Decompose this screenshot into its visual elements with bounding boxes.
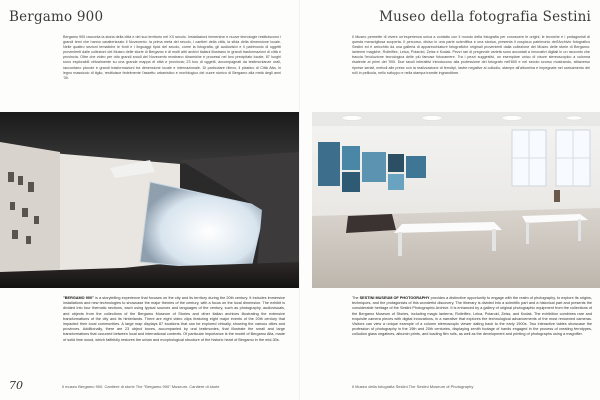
page-title-bergamo-900: Bergamo 900 xyxy=(9,9,104,25)
bergamo-900-exhibit-photo xyxy=(0,112,299,288)
english-body-paragraph: is a storytelling experience that focuses on the city and its territory during the 20th century. It includes immersive installations and new technologies to showcase the major themes of the century, with a focus on the local dimension. The exhibit is divided into four thematic sections, each using typical sources and languages of the century, such as photography, audiovisuals, and objects from the collections of the Bergamo Museum of Stories and other Italian archives illustrating the extensive transformations of the city and its hinterlands. There are eight video clips featuring eight major events of the 20th century that impacted their local communities. A large map displays 87 locations that can be explored virtually, showing the various cities and provinces. Additionally, there are 23 object boxes, accompanied by oral testimonies, that illustrate the small and large transformations that occurred between local and international contexts. Of particular importance is the model of Bergamo Alta, made of solid lime wood, which faithfully restores the urban and morphological structure of the historic heart of Bergamo in the mid-30s. xyxy=(63,296,285,342)
page-number: 70 xyxy=(9,379,23,392)
italian-body-text: Bergamo 900 racconta la storia della città e del suo territorio nel XX secolo. Installazioni immersive e nuove tecnologie restituiscono i grandi temi che hanno caratterizzato il Novecento: la prima metà del secolo, i cantieri della città, la sfida della dimensione locale. Nelle quattro sezioni tematiche le fonti e i linguaggi tipici del secolo, come la fotografia, gli audiovisivi e il patrimonio di oggetti provenienti dalle collezioni del Museo delle storie di Bergamo e di molti altri archivi italiani illustrano le grandi trasformazioni di città e provincia. Oltre che video per otto grandi snodi del Novecento mostrano dinamiche e processi nel loro precipitato locale; 87 luoghi sono esplorabili virtualmente su una grande mappa di città e provincia; 23 box di oggetti, accompagnati da testimonianze orali, raccontano piccole e grandi trasformazioni tra dimensione locale e internazionale. Di particolare rilievo, il plastico di Città Alta, in legno massiccio di tiglio, restituisce fedelmente l'assetto urbanistico e morfologico del cuore storico di Bergamo alla metà degli anni '30. xyxy=(63,35,281,80)
left-footer: Il museo Bergamo 900. Cantiere di storie The "Bergamo 900" Museum. Cantiere di storie xyxy=(62,384,220,389)
right-footer: Il Museo della fotografia Sestini The Sestini Museum of Photography xyxy=(352,384,474,389)
english-body-paragraph: The SESTINI MUSEUM OF PHOTOGRAPHY provides a distinctive opportunity to engage with the realm of photography, to explore its origins, techniques, and the protagonists of this wonderful discovery. The itinerary is divided into a scientific part and a historical part and presents the considerable heritage of the Sestini Photographic Archive. It is enhanced by a gallery of original photographic equipment from the collections of the Bergamo Museum of Stories, including magic lanterns, Rolleiflex, Leica, Polaroid, Zeiss, and Kodak. The exhibition combines rare and exquisite camera pieces with digital innovations, in a narrative that explores the technological advancements of the most renowned cameras. Visitors can view a unique example of a column stereoscopic viewer dating back to the early 1900s. Two interactive tables showcase the profession of photography in the 19th and 20th centuries, displaying zenith footage of hands engaged in the process of creating ferrotypes, collodion glass negatives, albumin prints, and loading film rolls, as well as the development and printing of photographs using a magnifier. xyxy=(352,296,592,337)
english-body-text xyxy=(63,296,285,343)
english-body-heading-inline: SESTINI MUSEUM OF PHOTOGRAPHY xyxy=(359,296,430,300)
italian-body-text: Il Museo permette di vivere un'esperienza unica a contatto con il mondo della fotografia per conoscere le origini, le tecniche e i protagonisti di questa meravigliosa scoperta. Il percorso, diviso in una parte scientifica e una storica, presenta il cospicuo patrimonio dell'Archivio fotografico Sestini ed è arricchito da una galleria di apparecchiature fotografiche originali provenienti dalla collezione del Museo delle storie di Bergamo: lanterne magiche, Rolleiflex, Leica, Polaroid, Zeiss e Kodak. Pezzi rari di pregevole varietà sono accostati a innovativi digitali in un racconto che traccia l'evoluzione tecnologica delle più famose fotocamere. Tra i pezzi suggestivi, un esemplare unico di visore stereoscopico a colonna risalente ai primi del '900. Due tavoli interattivi introducono alla professione del fotografo nell'800 e nel secolo scorso mostrando, attraverso riprese seriali, metodi alle prese con la realizzazione di ferrotipi, lastre negative al collodio, stampe all'albumina e impegnate nel caricamento dei rulli in pellicola, nello sviluppo e nella stampa tramite ingranditore. xyxy=(352,35,590,75)
page-title-museo-sestini: Museo della fotografia Sestini xyxy=(379,9,591,25)
photography-gallery-illustration xyxy=(312,112,600,288)
english-body-text xyxy=(352,296,592,338)
sestini-museum-photo xyxy=(312,112,600,288)
right-page xyxy=(300,0,600,400)
exhibit-hall-illustration xyxy=(0,112,299,288)
english-body-heading: "BERGAMO 900" xyxy=(63,296,94,300)
